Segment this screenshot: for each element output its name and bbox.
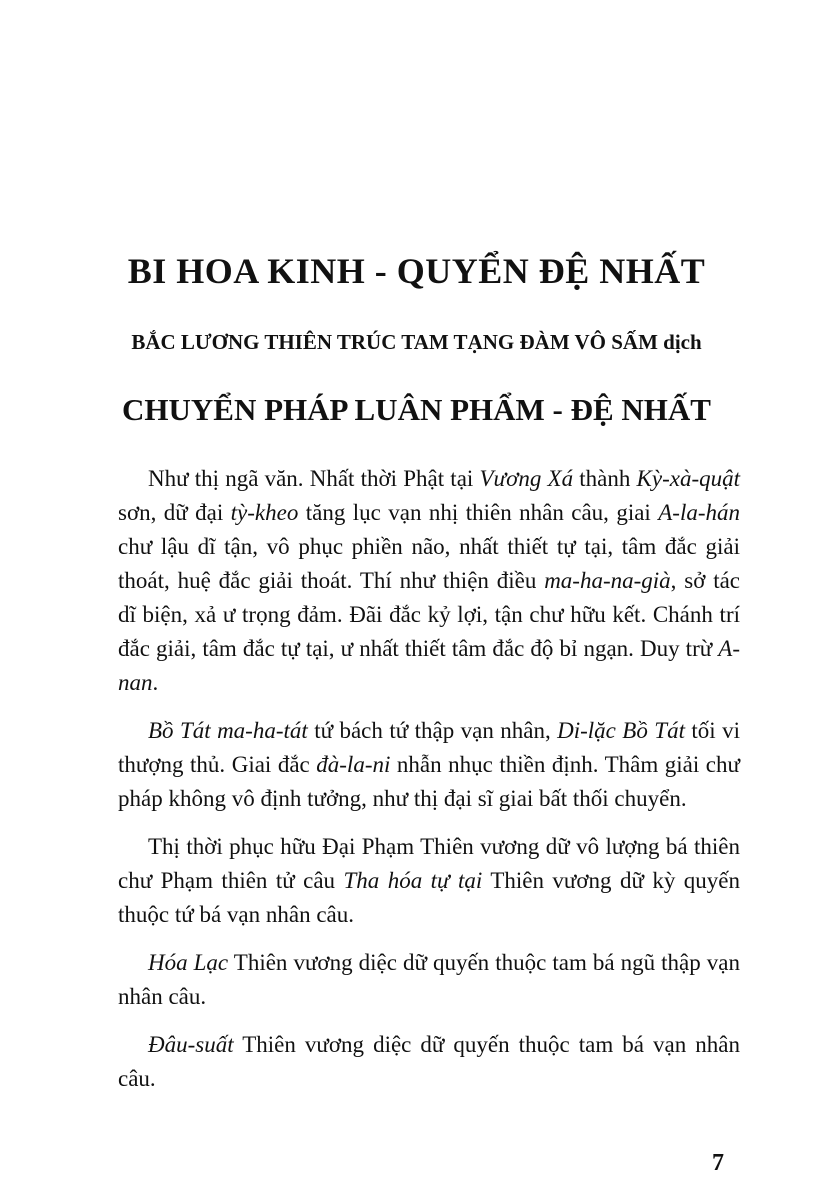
text-span: , sở tác dĩ biện, xả ư trọng đảm. Đãi đắc kỷ lợi, tận chư hữu kết. Chánh trí đắc giải, tâm đắc tự tại, ư nhất thiết tâm đắc độ bỉ ngạn. Duy trừ — [118, 568, 741, 661]
text-span: Thiên vương diệc dữ quyến thuộc tam bá vạn nhân câu. — [118, 1032, 740, 1091]
italic-term: Hóa Lạc — [148, 950, 229, 975]
text-span: . — [152, 670, 159, 695]
italic-term: A-nan — [118, 636, 740, 695]
chapter-title: CHUYỂN PHÁP LUÂN PHẨM - ĐỆ NHẤT — [122, 392, 711, 427]
text-span: sơn, dữ đại — [118, 500, 231, 525]
text-span: Thiên vương dữ kỳ quyến thuộc tứ bá vạn nhân câu. — [118, 868, 740, 927]
italic-term: Tha hóa tự tại — [343, 868, 483, 893]
translator-line: BẮC LƯƠNG THIÊN TRÚC TAM TẠNG ĐÀM VÔ SẤM dịch — [131, 330, 702, 354]
paragraph — [118, 1028, 740, 1096]
italic-term: Bồ Tát ma-ha-tát — [148, 718, 308, 743]
italic-term: Vương Xá — [479, 466, 574, 491]
italic-term: Đâu-suất — [148, 1032, 234, 1057]
paragraph — [118, 462, 740, 700]
text-span: Thị thời phục hữu Đại Phạm Thiên vương dữ vô lượng bá thiên chư Phạm thiên tử câu — [118, 834, 740, 893]
paragraph — [118, 714, 740, 816]
body-text — [118, 462, 740, 1110]
text-span: nhẫn nhục thiền định. Thâm giải chư pháp không vô định tưởng, như thị đại sĩ giai bất thối chuyển. — [118, 752, 740, 811]
text-span: Như thị ngã văn. Nhất thời Phật tại — [148, 466, 480, 491]
paragraph — [118, 830, 740, 932]
text-span: tối vi thượng thủ. Giai đắc — [118, 718, 740, 777]
italic-term: Di-lặc Bồ Tát — [557, 718, 685, 743]
page-number: 7 — [712, 1150, 724, 1176]
italic-term: ma-ha-na-già — [544, 568, 671, 593]
italic-term: đà-la-ni — [316, 752, 391, 777]
text-span: chư lậu dĩ tận, vô phục phiền não, nhất thiết tự tại, tâm đắc giải thoát, huệ đắc giải thoát. Thí như thiện điều — [118, 534, 740, 593]
text-span: Thiên vương diệc dữ quyến thuộc tam bá ngũ thập vạn nhân câu. — [118, 950, 740, 1009]
text-span: tăng lục vạn nhị thiên nhân câu, giai — [298, 500, 659, 525]
book-title: BI HOA KINH - QUYỂN ĐỆ NHẤT — [127, 251, 706, 291]
paragraph — [118, 946, 740, 1014]
text-span: tứ bách tứ thập vạn nhân, — [307, 718, 558, 743]
italic-term: A-la-hán — [658, 500, 740, 525]
italic-term: tỳ-kheo — [230, 500, 299, 525]
italic-term: Kỳ-xà-quật — [636, 466, 740, 491]
text-span: thành — [573, 466, 637, 491]
